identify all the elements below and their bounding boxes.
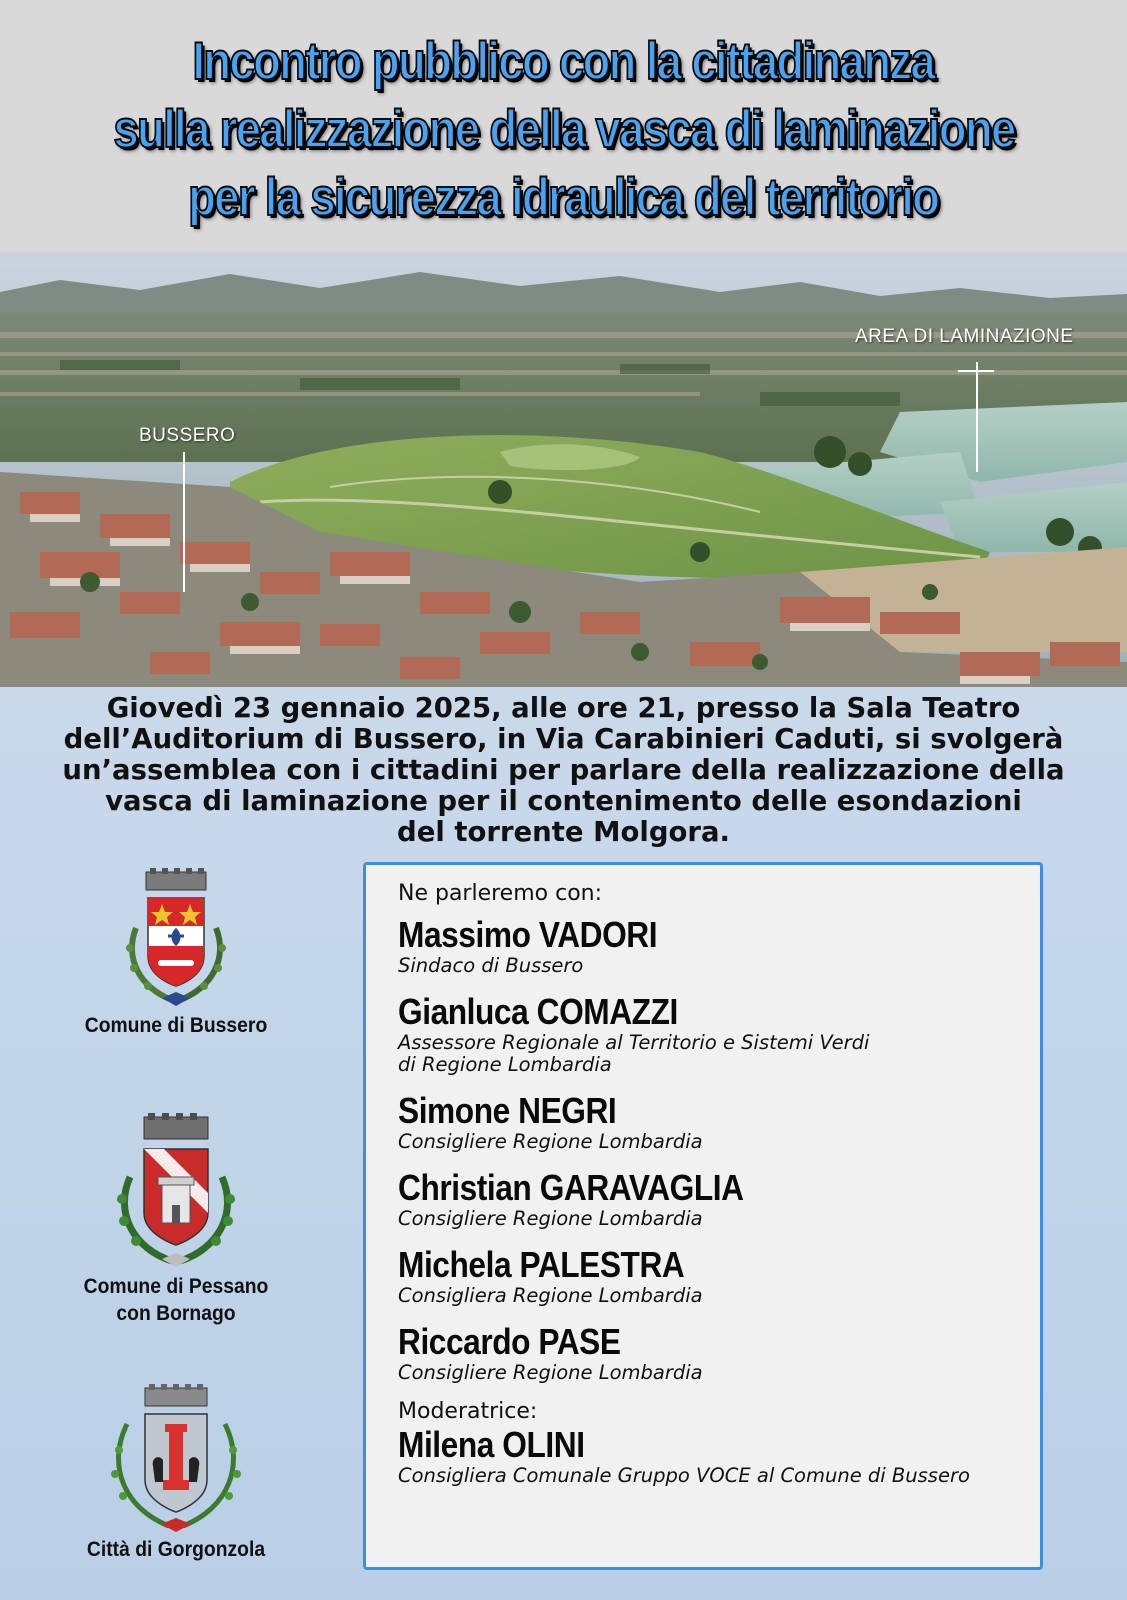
logo-comune-di-pessano-con-bornago: [60, 1113, 292, 1327]
title-line-2: sulla realizzazione della vasca di laminazione: [112, 100, 1015, 159]
speaker-name: Michela PALESTRA: [398, 1244, 685, 1285]
logo-caption-line: Città di Gorgonzola: [86, 1538, 266, 1561]
intro-line-1: Giovedì 23 gennaio 2025, alle ore 21, presso la Sala Teatro: [106, 692, 1021, 724]
coat-of-arms-bussero-icon: [114, 868, 238, 1012]
speaker-name: Milena OLINI: [398, 1424, 585, 1465]
intro-line-2: dell’Auditorium di Bussero, in Via Carabinieri Caduti, si svolgerà: [63, 723, 1064, 755]
event-description: [40, 693, 1087, 848]
speaker-role-line: Consigliere Regione Lombardia: [398, 1130, 703, 1153]
speaker-name: Massimo VADORI: [398, 914, 658, 955]
speaker-role-line: Consigliera Comunale Gruppo VOCE al Comune di Bussero: [398, 1464, 970, 1487]
label-area-di-laminazione: AREA DI LAMINAZIONE: [855, 326, 1074, 347]
pointer-line-bussero: [183, 452, 185, 592]
speaker-vadori: [398, 915, 1040, 977]
intro-line-5: del torrente Molgora.: [397, 816, 730, 848]
poster-header: [0, 0, 1127, 252]
speaker-role-line: Sindaco di Bussero: [398, 954, 584, 977]
speaker-name: Simone NEGRI: [398, 1090, 617, 1131]
speaker-name: Gianluca COMAZZI: [398, 991, 678, 1032]
speaker-role-line: Consigliere Regione Lombardia: [398, 1207, 703, 1230]
speaker-pase: [398, 1322, 1040, 1384]
pointer-line-area: [976, 362, 978, 472]
logo-caption-line: Comune di Pessano: [83, 1275, 269, 1298]
speaker-role: [398, 1285, 1040, 1307]
logo-comune-di-bussero: [60, 868, 292, 1039]
speaker-role: [398, 1032, 1040, 1076]
logo-caption-bussero: [69, 1012, 282, 1039]
coat-of-arms-gorgonzola-icon: [101, 1384, 251, 1536]
speakers-intro: Ne parleremo con:: [398, 881, 603, 906]
intro-line-3: un’assemblea con i cittadini per parlare della realizzazione della: [62, 754, 1065, 786]
speaker-role-line: di Regione Lombardia: [398, 1053, 612, 1076]
moderator-label: Moderatrice:: [398, 1399, 538, 1424]
title-line-3: per la sicurezza idraulica del territorio: [188, 168, 939, 227]
logo-caption-line: Comune di Bussero: [84, 1014, 268, 1037]
speaker-role-line: Consigliere Regione Lombardia: [398, 1361, 703, 1384]
logo-caption-pessano: [69, 1273, 282, 1327]
intro-line-4: vasca di laminazione per il contenimento delle esondazioni: [105, 785, 1022, 817]
speaker-role-line: Assessore Regionale al Territorio e Sistemi Verdi: [398, 1031, 870, 1054]
speaker-olini: [398, 1425, 1040, 1487]
speaker-role: [398, 1208, 1040, 1230]
speaker-negri: [398, 1091, 1040, 1153]
speaker-garavaglia: [398, 1168, 1040, 1230]
speaker-role: [398, 1131, 1040, 1153]
speaker-role: [398, 955, 1040, 977]
logo-caption-gorgonzola: [69, 1536, 282, 1563]
speaker-role: [398, 1362, 1040, 1384]
speaker-name: Riccardo PASE: [398, 1321, 621, 1362]
logo-citta-di-gorgonzola: [60, 1384, 292, 1563]
aerial-landscape-illustration: [0, 252, 1127, 687]
speaker-comazzi: [398, 992, 1040, 1076]
speaker-name: Christian GARAVAGLIA: [398, 1167, 744, 1208]
aerial-view-image: [0, 252, 1127, 687]
speaker-palestra: [398, 1245, 1040, 1307]
speakers-panel: [363, 862, 1043, 1570]
logo-caption-line: con Bornago: [116, 1302, 236, 1325]
speaker-role-line: Consigliera Regione Lombardia: [398, 1284, 703, 1307]
coat-of-arms-pessano-icon: [106, 1113, 246, 1273]
label-bussero: BUSSERO: [139, 425, 236, 446]
title-line-1: Incontro pubblico con la cittadinanza: [192, 32, 935, 91]
speaker-role: [398, 1465, 1040, 1487]
